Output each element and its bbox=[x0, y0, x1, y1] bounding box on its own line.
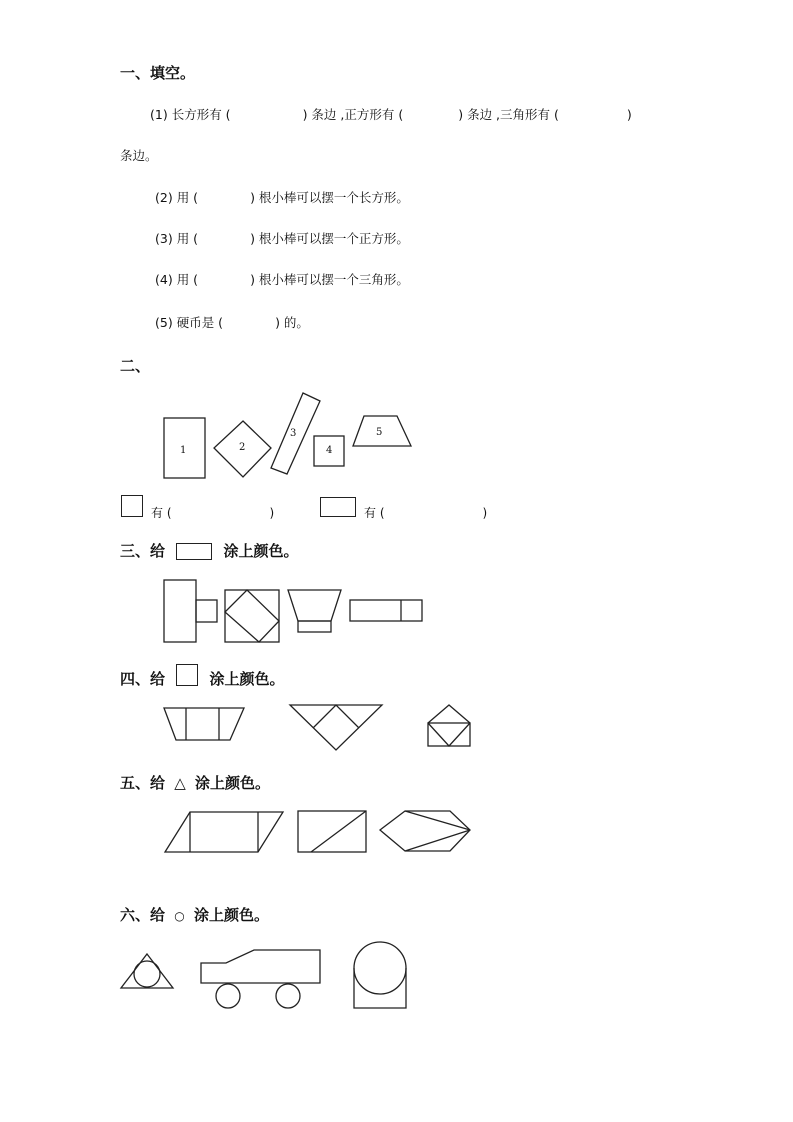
answer-text: 有 ( bbox=[151, 506, 172, 520]
heading-text: 涂上颜色。 bbox=[195, 774, 271, 792]
question-text: ) 的。 bbox=[275, 315, 309, 330]
answer-text: 有 ( bbox=[364, 506, 385, 520]
question-text: ) 条边 ,三角形有 ( bbox=[458, 107, 559, 122]
question-number: (5) bbox=[155, 315, 173, 330]
question-text: 硬币是 ( bbox=[176, 315, 224, 330]
heading-text: 涂上颜色。 bbox=[209, 670, 285, 688]
question-text: ) 根小棒可以摆一个正方形。 bbox=[250, 231, 409, 246]
question-text: 用 ( bbox=[176, 231, 199, 246]
shape-label: 3 bbox=[290, 428, 297, 439]
triangle-icon: △ bbox=[174, 774, 186, 792]
question-number: (4) bbox=[155, 272, 173, 287]
section-1-heading: 一、填空。 bbox=[120, 64, 196, 82]
question-text: 用 ( bbox=[176, 272, 199, 287]
shape-label: 1 bbox=[180, 445, 187, 456]
section-2-heading: 二、 bbox=[120, 357, 151, 375]
question-number: (3) bbox=[155, 231, 173, 246]
figure-triangle-with-circle bbox=[121, 954, 173, 988]
shape-label: 5 bbox=[376, 427, 383, 438]
figure-car bbox=[201, 950, 320, 1008]
question-text: ) 根小棒可以摆一个长方形。 bbox=[250, 190, 409, 205]
question-number: (2) bbox=[155, 190, 173, 205]
question-number: (1) bbox=[150, 107, 168, 122]
heading-text: 五、给 bbox=[120, 774, 166, 792]
question-text: 用 ( bbox=[176, 190, 199, 205]
question-text: ) 条边 ,正方形有 ( bbox=[302, 107, 404, 122]
heading-text: 四、给 bbox=[120, 670, 166, 688]
circle-icon: ○ bbox=[174, 909, 185, 923]
heading-text: 涂上颜色。 bbox=[223, 542, 299, 560]
figure-circle-on-box bbox=[354, 942, 406, 1008]
answer-text: ) bbox=[269, 506, 275, 520]
question-text: ) 根小棒可以摆一个三角形。 bbox=[250, 272, 409, 287]
answer-text: ) bbox=[482, 506, 488, 520]
heading-text: 涂上颜色。 bbox=[193, 906, 269, 924]
question-text: ) bbox=[626, 107, 632, 122]
heading-text: 六、给 bbox=[120, 906, 166, 924]
question-text: 长方形有 ( bbox=[171, 107, 231, 122]
shape-label: 2 bbox=[239, 442, 246, 453]
shape-label: 4 bbox=[326, 445, 333, 456]
question-1-continued: 条边。 bbox=[120, 148, 158, 163]
heading-text: 三、给 bbox=[120, 542, 166, 560]
